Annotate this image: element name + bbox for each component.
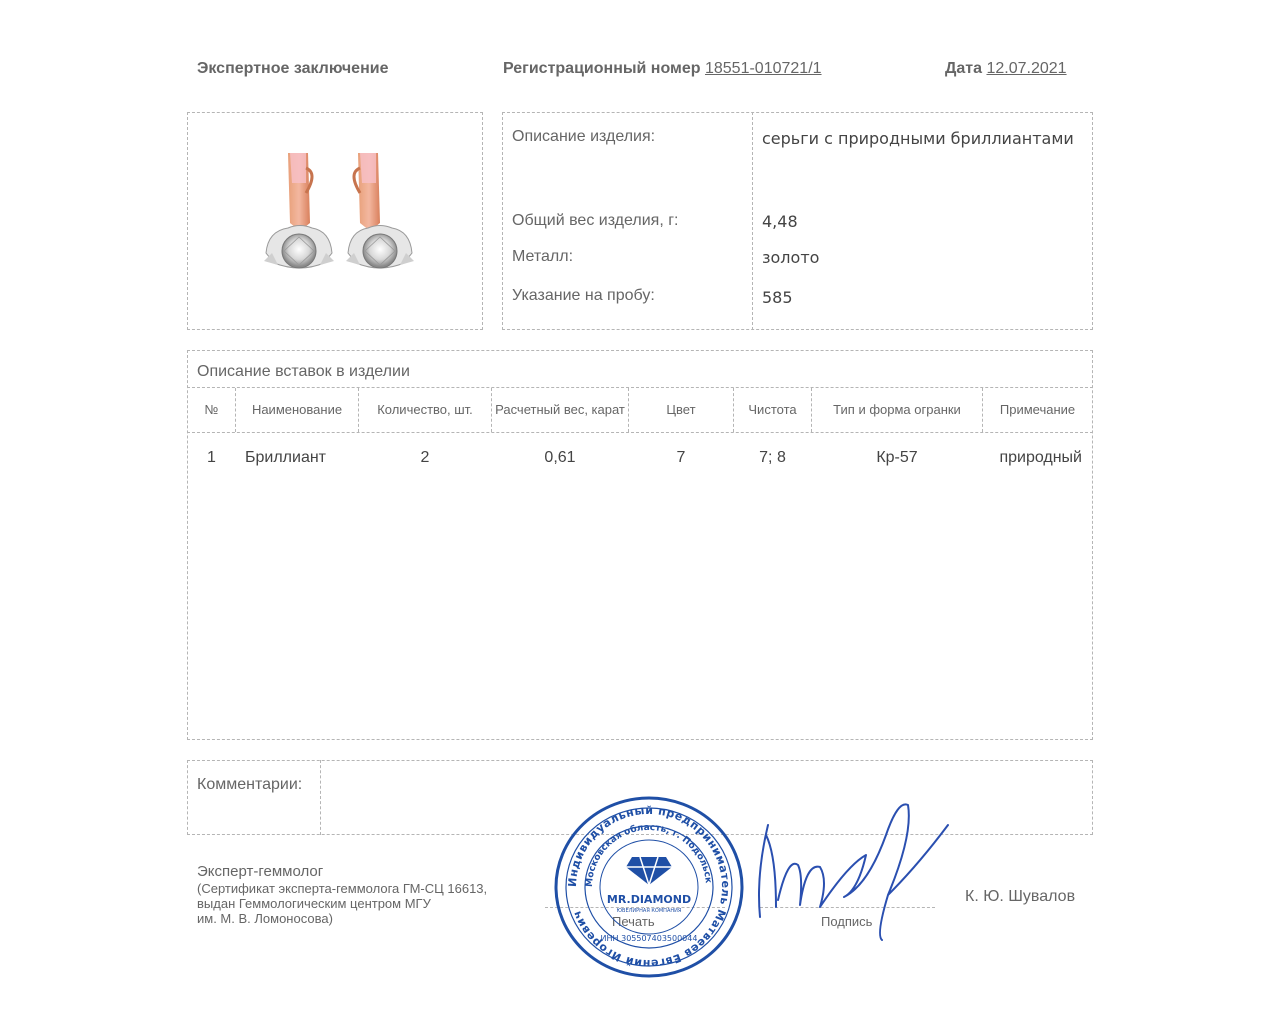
stamp-label: Печать (612, 914, 655, 929)
cell-name: Бриллиант (245, 449, 327, 466)
registration-label: Регистрационный номер (503, 60, 701, 77)
stamp-brand: MR.DIAMOND (606, 893, 692, 906)
hallmark-value: 585 (762, 288, 793, 307)
cell-cut: Кр-57 (876, 449, 918, 466)
stamp-brand-sub: ЮВЕЛИРНАЯ КОМПАНИЯ (616, 908, 682, 914)
stamp-inn: ИНН 305507403500044 (600, 934, 698, 943)
description-value: серьги с природными бриллиантами (762, 129, 1074, 148)
cell-note: природный (999, 449, 1082, 466)
col-cut: Тип и форма огранки (833, 402, 961, 417)
table-divider-header (187, 432, 1093, 433)
weight-value: 4,48 (762, 212, 798, 231)
metal-label: Металл: (512, 248, 574, 265)
inserts-title: Описание вставок в изделии (197, 363, 410, 380)
cell-color: 7 (676, 449, 686, 466)
date (945, 60, 1067, 78)
expert-title: Эксперт-геммолог (197, 863, 324, 880)
cell-clarity: 7; 8 (759, 449, 786, 466)
date-value: 12.07.2021 (986, 60, 1067, 77)
col-name: Наименование (251, 402, 343, 417)
expert-cert-line2: выдан Геммологическим центром МГУ (197, 896, 431, 911)
metal-value: золото (762, 248, 820, 267)
signature-label: Подпись (821, 914, 873, 929)
diamond-logo-icon (626, 857, 672, 885)
product-photo-frame (187, 112, 483, 330)
cell-weight: 0,61 (544, 449, 576, 466)
comments-divider (320, 760, 321, 835)
expert-cert-line1: (Сертификат эксперта-геммолога ГМ-СЦ 16613, (197, 881, 488, 896)
col-color: Цвет (666, 402, 696, 417)
col-number: № (204, 402, 219, 417)
col-weight: Расчетный вес, карат (495, 402, 625, 417)
comments-label: Комментарии: (197, 776, 303, 793)
weight-label: Общий вес изделия, г: (512, 212, 679, 229)
stamp-outer-text: Индивидуальный предприниматель Матвеев Евгений Игоревич (565, 803, 733, 971)
expert-name: К. Ю. Шувалов (965, 888, 1076, 905)
document-title: Экспертное заключение (197, 60, 389, 77)
date-label: Дата (945, 60, 983, 77)
cell-number: 1 (207, 449, 216, 466)
col-quantity: Количество, шт. (377, 402, 473, 417)
details-divider (752, 112, 753, 330)
col-clarity: Чистота (748, 402, 797, 417)
registration-value: 18551-010721/1 (704, 60, 822, 77)
stamp-inner-text: Московская область, г. Подольск (584, 822, 713, 888)
earrings-image (188, 113, 482, 329)
hallmark-label: Указание на пробу: (512, 287, 655, 304)
expert-cert-line3: им. М. В. Ломоносова) (197, 911, 333, 926)
handwritten-signature (748, 795, 953, 945)
cell-quantity: 2 (420, 449, 430, 466)
col-note: Примечание (999, 402, 1076, 417)
description-label: Описание изделия: (512, 128, 656, 145)
company-stamp (552, 795, 746, 979)
registration-number (503, 60, 822, 78)
